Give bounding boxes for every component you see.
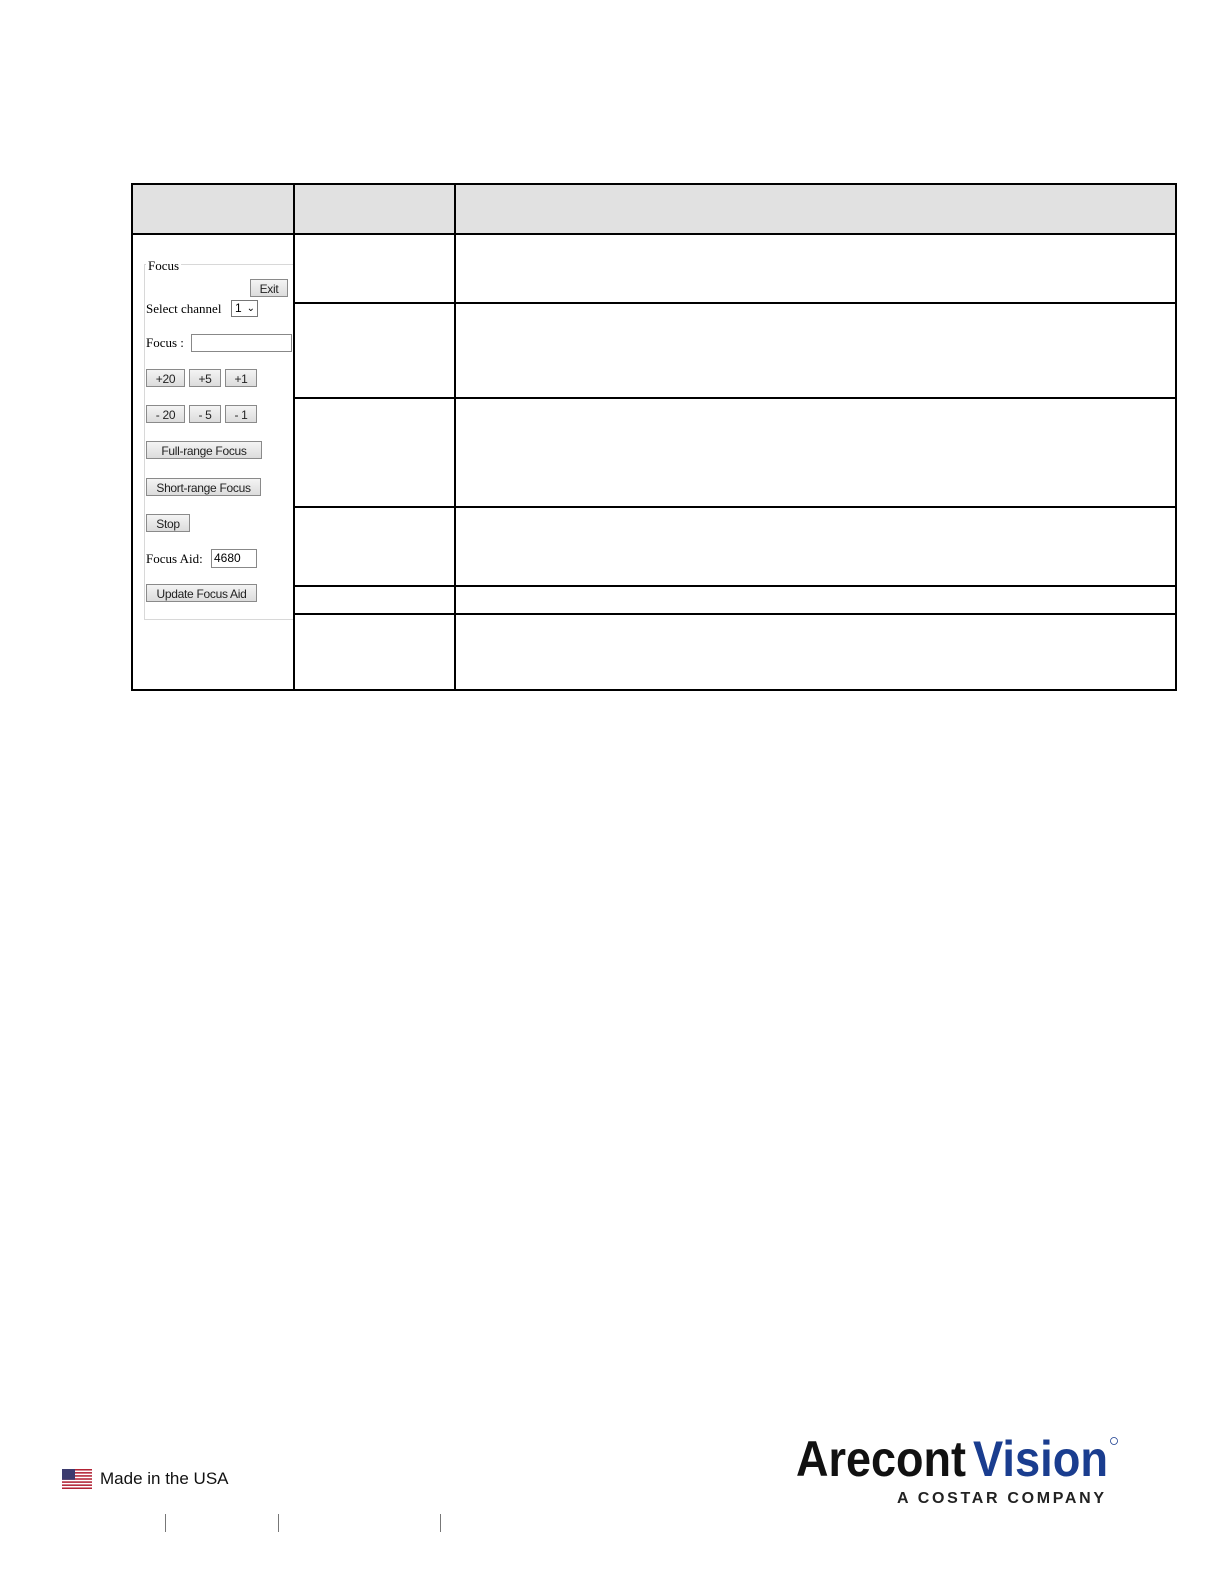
- exit-button[interactable]: Exit: [250, 279, 288, 297]
- logo-tagline: A COSTAR COMPANY: [897, 1490, 1107, 1507]
- logo-brand-vision: Vision: [973, 1431, 1108, 1487]
- footer-separator: [165, 1514, 166, 1532]
- registered-mark-icon: [1111, 1438, 1118, 1445]
- focus-aid-label: Focus Aid:: [146, 551, 203, 566]
- focus-panel: [142, 250, 292, 620]
- stop-button[interactable]: Stop: [146, 514, 190, 532]
- row-divider: [294, 397, 1175, 399]
- focus-minus-1-button[interactable]: - 1: [225, 405, 257, 423]
- us-flag-icon: [62, 1469, 92, 1489]
- chevron-down-icon: ⌄: [246, 303, 255, 314]
- channel-select[interactable]: [231, 300, 258, 317]
- made-in-usa-text: Made in the USA: [100, 1469, 229, 1488]
- arecont-vision-logo: [796, 1428, 1126, 1508]
- short-range-focus-button[interactable]: Short-range Focus: [146, 478, 261, 496]
- row-divider: [294, 506, 1175, 508]
- focus-plus-5-button[interactable]: +5: [189, 369, 221, 387]
- focus-label: Focus :: [146, 335, 184, 350]
- update-focus-aid-button[interactable]: Update Focus Aid: [146, 584, 257, 602]
- focus-legend: Focus: [148, 258, 180, 273]
- row-divider: [294, 613, 1175, 615]
- channel-select-value: 1: [235, 301, 242, 315]
- focus-input[interactable]: [191, 334, 292, 352]
- logo-brand-arecont: Arecont: [796, 1431, 967, 1487]
- focus-minus-5-button[interactable]: - 5: [189, 405, 221, 423]
- select-channel-label: Select channel: [146, 301, 222, 316]
- focus-aid-field[interactable]: 4680: [211, 549, 257, 568]
- full-range-focus-button[interactable]: Full-range Focus: [146, 441, 262, 459]
- footer-separator: [440, 1514, 441, 1532]
- focus-plus-20-button[interactable]: +20: [146, 369, 185, 387]
- footer-separator: [278, 1514, 279, 1532]
- row-divider: [294, 585, 1175, 587]
- table-header-row: [133, 185, 1175, 235]
- row-divider: [294, 302, 1175, 304]
- focus-minus-20-button[interactable]: - 20: [146, 405, 185, 423]
- focus-plus-1-button[interactable]: +1: [225, 369, 257, 387]
